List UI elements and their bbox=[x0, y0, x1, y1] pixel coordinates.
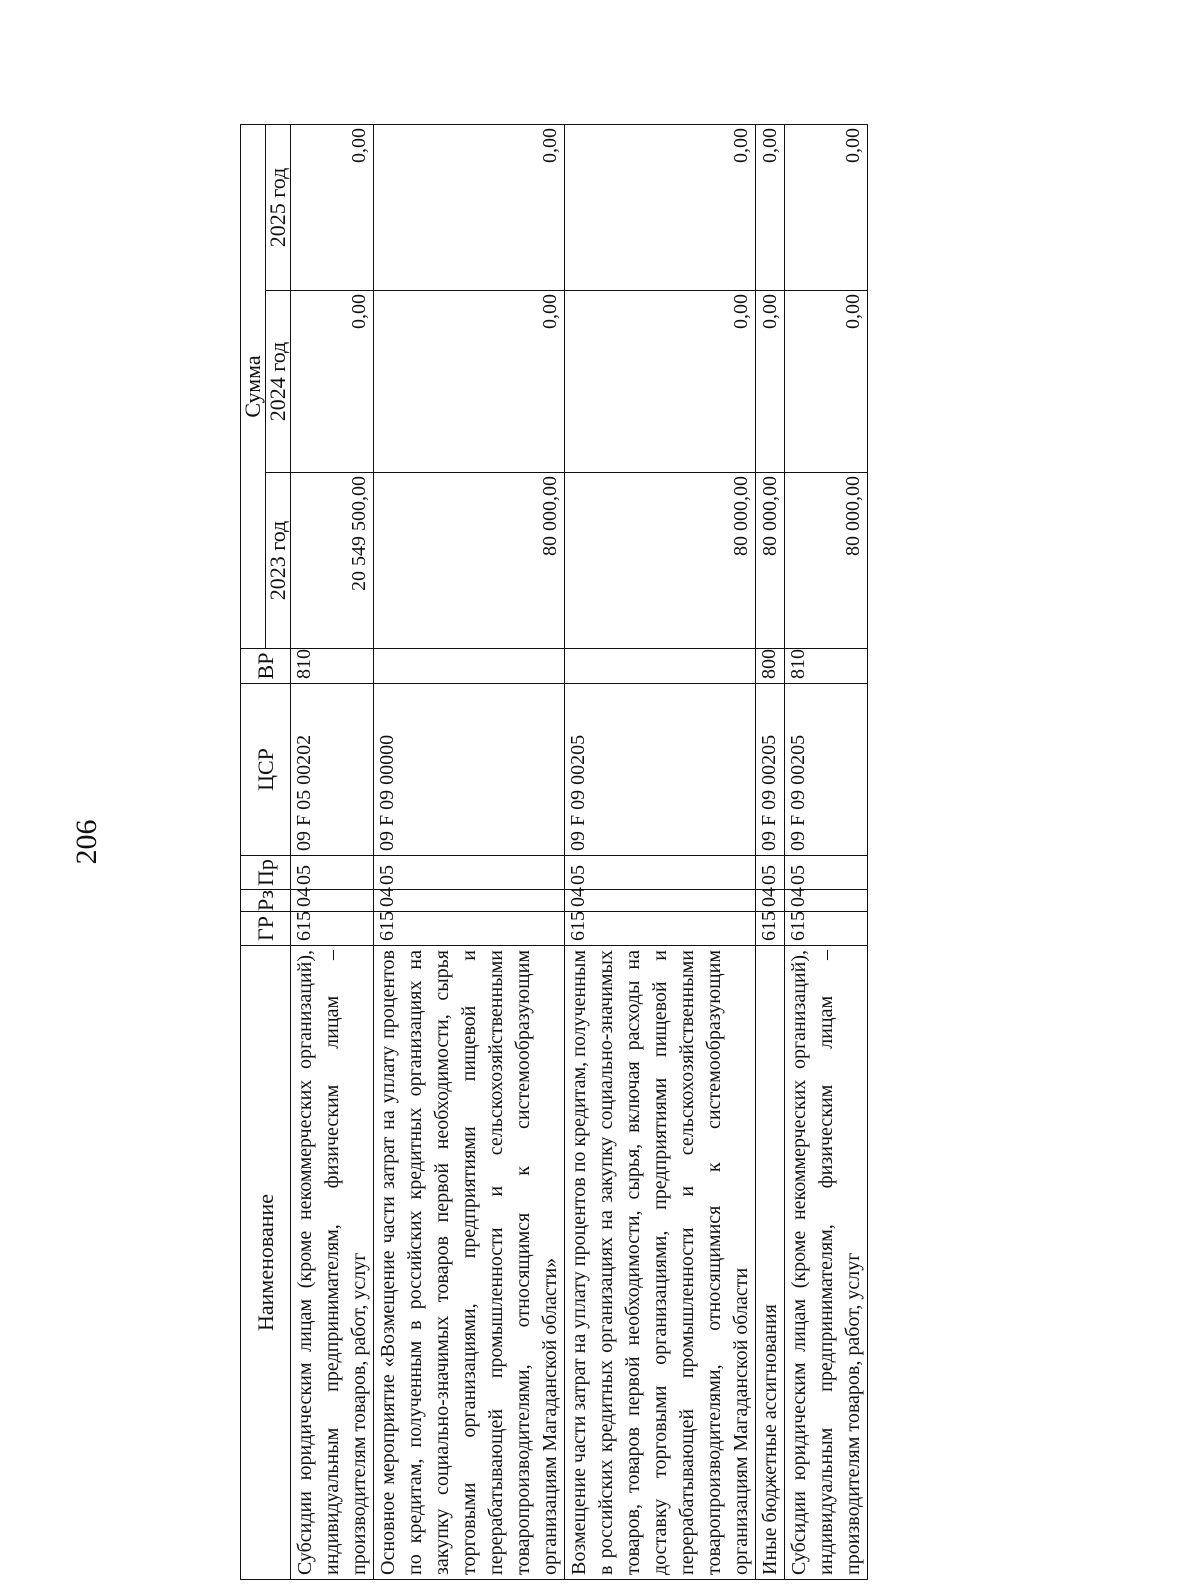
budget-table bbox=[240, 124, 868, 1580]
row-vr bbox=[374, 649, 565, 684]
row-pr: 05 bbox=[374, 856, 565, 890]
row-gr: 615 bbox=[291, 912, 374, 946]
row-2023: 80 000,00 bbox=[785, 473, 868, 649]
rotated-page-content bbox=[240, 125, 1020, 1580]
row-gr: 615 bbox=[565, 912, 756, 946]
row-name: Основное мероприятие «Возмещение части затрат на уплату процентов по кредитам, полученным в российских кредитных организациях на закупку социально-значимых товаров первой необходимости, сырья торговыми организациями, предприятиями пищевой и перерабатывающей промышленности и сельскохозяйственными товаропроизводителями, относящимся к системообразующим организациям Магаданской области» bbox=[374, 946, 565, 1580]
row-rz: 04 bbox=[374, 890, 565, 912]
row-2024: 0,00 bbox=[291, 291, 374, 473]
row-rz: 04 bbox=[785, 890, 868, 912]
row-pr: 05 bbox=[785, 856, 868, 890]
header-pr: Пр bbox=[241, 856, 291, 890]
header-2025: 2025 год bbox=[266, 124, 291, 290]
header-2024: 2024 год bbox=[266, 291, 291, 473]
page-number bbox=[62, 812, 112, 872]
row-vr: 810 bbox=[291, 649, 374, 684]
table-row bbox=[785, 124, 868, 1579]
row-2023: 80 000,00 bbox=[374, 473, 565, 649]
row-2023: 80 000,00 bbox=[756, 473, 785, 649]
header-2023: 2023 год bbox=[266, 473, 291, 649]
row-csr: 09 F 05 00202 bbox=[291, 684, 374, 856]
row-gr: 615 bbox=[756, 912, 785, 946]
row-vr: 810 bbox=[785, 649, 868, 684]
row-name: Субсидии юридическим лицам (кроме некоммерческих организаций), индивидуальным предпринимателям, физическим лицам – производителям товаров, работ, услуг bbox=[785, 946, 868, 1580]
row-2024: 0,00 bbox=[756, 291, 785, 473]
header-csr: ЦСР bbox=[241, 684, 291, 856]
row-pr: 05 bbox=[756, 856, 785, 890]
row-gr: 615 bbox=[785, 912, 868, 946]
row-csr: 09 F 09 00000 bbox=[374, 684, 565, 856]
header-name: Наименование bbox=[241, 946, 291, 1580]
table-row bbox=[374, 124, 565, 1579]
row-2024: 0,00 bbox=[565, 291, 756, 473]
row-2024: 0,00 bbox=[785, 291, 868, 473]
row-csr: 09 F 09 00205 bbox=[565, 684, 756, 856]
row-pr: 05 bbox=[565, 856, 756, 890]
header-rz: Рз bbox=[241, 890, 291, 912]
row-2023: 80 000,00 bbox=[565, 473, 756, 649]
row-vr: 800 bbox=[756, 649, 785, 684]
table-row bbox=[291, 124, 374, 1579]
row-2025: 0,00 bbox=[374, 124, 565, 290]
row-rz: 04 bbox=[291, 890, 374, 912]
row-vr bbox=[565, 649, 756, 684]
row-csr: 09 F 09 00205 bbox=[785, 684, 868, 856]
row-name: Возмещение части затрат на уплату процентов по кредитам, полученным в российских кредитных организациях на закупку социально-значимых товаров, товаров первой необходимости, сырья, включая расходы на доставку торговыми организациями, предприятиями пищевой и перерабатывающей промышленности и сельскохозяйственными товаропроизводителями, относящимися к системообразующим организациям Магаданской области bbox=[565, 946, 756, 1580]
table-row bbox=[756, 124, 785, 1579]
table-row bbox=[565, 124, 756, 1579]
page-number-text: 206 bbox=[70, 819, 103, 865]
row-2025: 0,00 bbox=[565, 124, 756, 290]
row-2025: 0,00 bbox=[291, 124, 374, 290]
row-2024: 0,00 bbox=[374, 291, 565, 473]
row-2023: 20 549 500,00 bbox=[291, 473, 374, 649]
row-name: Иные бюджетные ассигнования bbox=[756, 946, 785, 1580]
header-vr: ВР bbox=[241, 649, 291, 684]
row-gr: 615 bbox=[374, 912, 565, 946]
row-rz: 04 bbox=[756, 890, 785, 912]
row-name: Субсидии юридическим лицам (кроме некоммерческих организаций), индивидуальным предпринимателям, физическим лицам – производителям товаров, работ, услуг bbox=[291, 946, 374, 1580]
row-rz: 04 bbox=[565, 890, 756, 912]
row-2025: 0,00 bbox=[785, 124, 868, 290]
row-pr: 05 bbox=[291, 856, 374, 890]
table-header-row bbox=[241, 124, 266, 1579]
header-sum: Сумма bbox=[241, 124, 266, 648]
row-2025: 0,00 bbox=[756, 124, 785, 290]
row-csr: 09 F 09 00205 bbox=[756, 684, 785, 856]
header-gr: ГР bbox=[241, 912, 291, 946]
